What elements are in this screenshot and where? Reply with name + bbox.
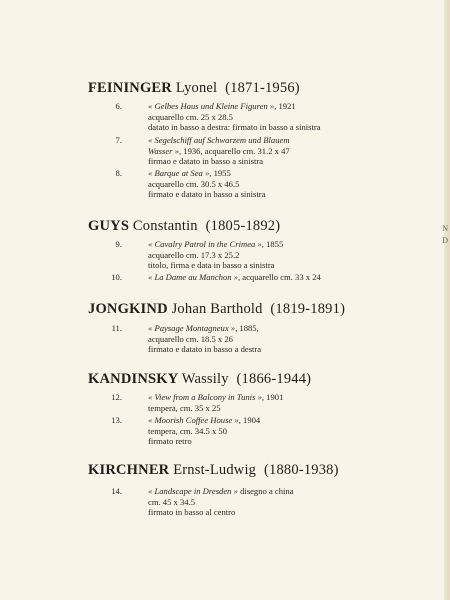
artist-given-name: Constantin [132, 218, 198, 234]
artist-heading-kandinsky [88, 371, 311, 388]
entry-detail: , acquarello cm. 33 x 24 [238, 272, 321, 282]
page-edge [444, 0, 450, 600]
artist-heading-feininger [88, 80, 300, 97]
artist-dates: (1871-1956) [225, 80, 300, 96]
entry-detail: acquarello cm. 25 x 28.5 [148, 111, 233, 122]
artist-heading-kirchner [88, 462, 339, 479]
entry-title: « Cavalry Patrol in the Crimea » [148, 239, 262, 249]
artist-surname: FEININGER [88, 80, 172, 96]
entry-title-cont: Wasser » [148, 145, 179, 156]
entry-detail: tempera, cm. 35 x 25 [148, 402, 221, 413]
entry-detail: acquarello cm. 17.3 x 25.2 [148, 249, 240, 260]
entry-title: « Gelbes Haus und Kleine Figuren » [148, 101, 275, 111]
entry-detail: titolo, firma e data in basso a sinistra [148, 260, 275, 271]
entry-detail: firmato e datato in basso a destra [148, 344, 262, 355]
artist-dates: (1880-1938) [263, 462, 339, 478]
entry-number: 9. [115, 239, 122, 249]
entry-detail: firmao e datato in basso a sinistra [148, 156, 264, 167]
entry-number: 11. [111, 323, 122, 333]
edge-fragment-2: D [442, 236, 448, 245]
entry-date: , 1904 [238, 415, 261, 425]
entry-detail: disegno a china [237, 486, 294, 496]
entry-date: , 1855 [261, 239, 284, 249]
entry-number: 6. [115, 101, 122, 111]
entry-detail: acquarello cm. 18.5 x 26 [148, 333, 233, 344]
entry-detail: datato in basso a destra: firmato in basso a sinistra [148, 122, 321, 133]
entry-date: , 1921 [274, 101, 296, 111]
artist-surname: KANDINSKY [88, 371, 178, 387]
entry-detail: acquarello cm. 30.5 x 46.5 [148, 178, 240, 189]
entry-title: « Landscape in Dresden » [148, 486, 238, 496]
artist-given-name: Johan Barthold [171, 301, 263, 317]
entry-date: , 1901 [261, 392, 284, 402]
artist-dates: (1819-1891) [270, 301, 346, 317]
artist-surname: KIRCHNER [88, 462, 170, 478]
artist-surname: JONGKIND [88, 301, 168, 317]
entry-number: 14. [111, 486, 122, 496]
entry-date: , 1955 [209, 168, 231, 178]
entry-title: « La Dame au Manchon » [148, 272, 238, 282]
entry-title: « Barque at Sea » [148, 168, 210, 178]
artist-heading-guys [88, 218, 280, 235]
entry-detail: firmato e datato in basso a sinistra [148, 189, 266, 200]
entry-detail: cm. 45 x 34.5 [148, 496, 196, 507]
entry-title: « Paysage Montagneux » [148, 323, 236, 333]
artist-dates: (1805-1892) [205, 218, 281, 234]
entry-detail: , 1936, acquarello cm. 31.2 x 47 [178, 145, 290, 156]
edge-fragment-1: N [442, 224, 448, 233]
entry-title: « View from a Balcony in Tunis » [148, 392, 262, 402]
entry-detail: tempera, cm. 34.5 x 50 [148, 425, 227, 436]
entry-number: 8. [115, 168, 122, 178]
entry-title: « Segelschiff auf Schwarzem und Blauem [148, 135, 290, 145]
entry-number: 12. [111, 392, 122, 402]
entry-detail: firmato in basso al centro [148, 507, 236, 518]
entry-number: 10. [111, 272, 122, 282]
artist-surname: GUYS [88, 218, 130, 234]
entry-number: 7. [115, 135, 122, 145]
entry-detail: firmato retro [148, 436, 192, 447]
artist-given-name: Lyonel [175, 80, 218, 96]
artist-given-name: Wassily [181, 371, 229, 387]
artist-heading-jongkind [88, 301, 345, 318]
entry-date: , 1885, [235, 323, 259, 333]
artist-given-name: Ernst-Ludwig [173, 462, 257, 478]
artist-dates: (1866-1944) [236, 371, 312, 387]
entry-number: 13. [111, 415, 122, 425]
entry-title: « Moorish Coffee House » [148, 415, 239, 425]
